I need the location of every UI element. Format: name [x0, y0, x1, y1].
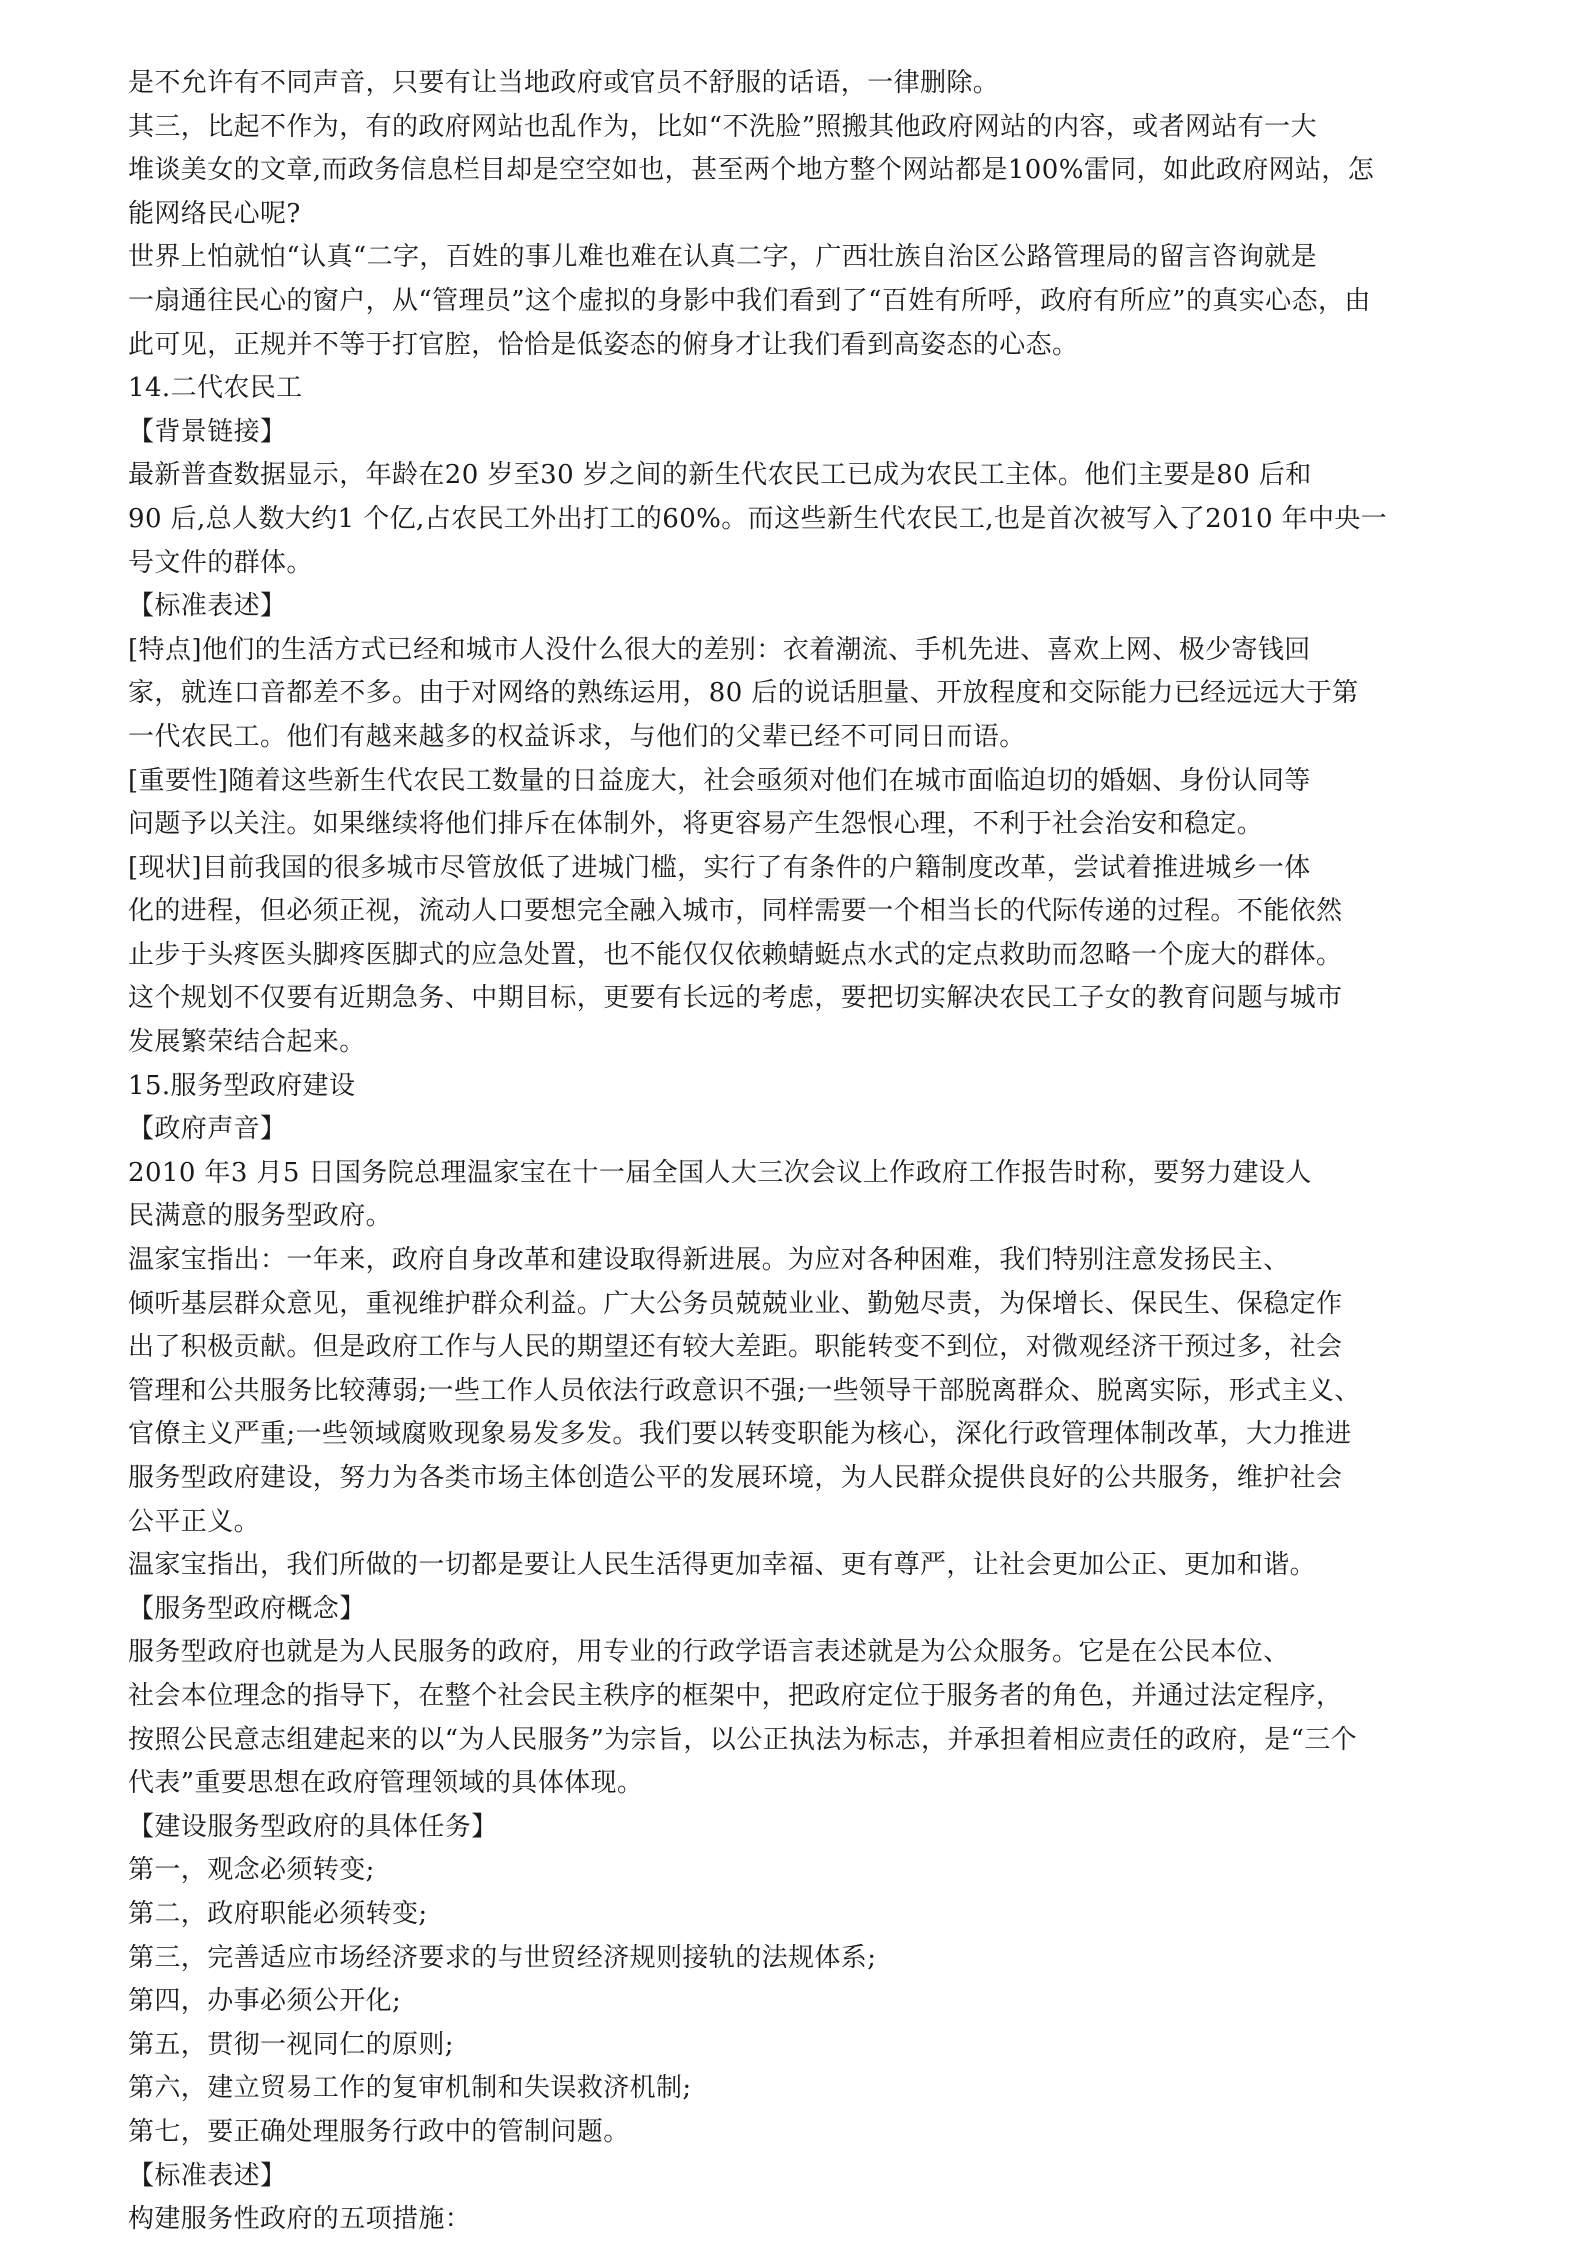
text-line: 90 后,总人数大约1 个亿,占农民工外出打工的60%。而这些新生代农民工,也是首次被写入了2010 年中央一: [128, 503, 1388, 534]
text-line: 公平正义。: [128, 1506, 261, 1537]
text-line: 出了积极贡献。但是政府工作与人民的期望还有较大差距。职能转变不到位，对微观经济干预过多，社会: [128, 1332, 1343, 1363]
text-line: 这个规划不仅要有近期急务、中期目标，更要有长远的考虑，要把切实解决农民工子女的教育问题与城市: [128, 983, 1343, 1014]
text-line: 【标准表述】: [128, 591, 287, 622]
text-line: 发展繁荣结合起来。: [128, 1027, 366, 1058]
text-line: 15.服务型政府建设: [128, 1070, 356, 1101]
text-line: 【建设服务型政府的具体任务】: [128, 1811, 498, 1842]
text-line: 号文件的群体。: [128, 547, 313, 578]
text-line: 问题予以关注。如果继续将他们排斥在体制外，将更容易产生怨恨心理，不利于社会治安和稳定。: [128, 809, 1264, 840]
text-line: 【政府声音】: [128, 1114, 287, 1145]
text-line: 第五，贯彻一视同仁的原则;: [128, 2029, 454, 2060]
text-line: 第七，要正确处理服务行政中的管制问题。: [128, 2116, 630, 2147]
text-line: 堆谈美女的文章,而政务信息栏目却是空空如也，甚至两个地方整个网站都是100%雷同，如此政府网站，怎: [128, 155, 1375, 186]
text-line: 官僚主义严重;一些领域腐败现象易发多发。我们要以转变职能为核心，深化行政管理体制改革，大力推进: [128, 1419, 1352, 1450]
text-line: 化的进程，但必须正视，流动人口要想完全融入城市，同样需要一个相当长的代际传递的过程。不能依然: [128, 896, 1343, 927]
text-line: 一扇通往民心的窗户，从“管理员”这个虚拟的身影中我们看到了“百姓有所呼，政府有所应”的真实心态，由: [128, 285, 1371, 316]
text-line: 民满意的服务型政府。: [128, 1201, 393, 1232]
text-line: 止步于头疼医头脚疼医脚式的应急处置，也不能仅仅依赖蜻蜓点水式的定点救助而忽略一个庞大的群体。: [128, 939, 1343, 970]
text-line: 【背景链接】: [128, 416, 287, 447]
text-line: 温家宝指出，我们所做的一切都是要让人民生活得更加幸福、更有尊严，让社会更加公正、更加和谐。: [128, 1550, 1317, 1581]
text-line: 管理和公共服务比较薄弱;一些工作人员依法行政意识不强;一些领导干部脱离群众、脱离实际，形式主义、: [128, 1375, 1361, 1406]
text-line: 服务型政府建设，努力为各类市场主体创造公平的发展环境，为人民群众提供良好的公共服务，维护社会: [128, 1463, 1343, 1493]
text-line: 社会本位理念的指导下，在整个社会民主秩序的框架中，把政府定位于服务者的角色，并通过法定程序，: [128, 1680, 1343, 1711]
text-line: [特点]他们的生活方式已经和城市人没什么很大的差别：衣着潮流、手机先进、喜欢上网、极少寄钱回: [128, 634, 1311, 665]
text-line: 【服务型政府概念】: [128, 1593, 366, 1624]
text-line: 温家宝指出：一年来，政府自身改革和建设取得新进展。为应对各种困难，我们特别注意发扬民主、: [128, 1245, 1290, 1276]
text-line: 第六，建立贸易工作的复审机制和失误救济机制;: [128, 2073, 692, 2104]
text-line: 家，就连口音都差不多。由于对网络的熟练运用，80 后的说话胆量、开放程度和交际能力已经远远大于第: [128, 678, 1359, 709]
text-line: 服务型政府也就是为人民服务的政府，用专业的行政学语言表述就是为公众服务。它是在公民本位、: [128, 1637, 1290, 1668]
text-line: 能网络民心呢?: [128, 198, 301, 229]
text-line: 世界上怕就怕“认真“二字，百姓的事儿难也难在认真二字，广西壮族自治区公路管理局的留言咨询就是: [128, 242, 1317, 273]
text-line: 14.二代农民工: [128, 373, 303, 404]
text-line: 【标准表述】: [128, 2160, 287, 2191]
text-line: 此可见，正规并不等于打官腔，恰恰是低姿态的俯身才让我们看到高姿态的心态。: [128, 329, 1079, 360]
text-line: 倾听基层群众意见，重视维护群众利益。广大公务员兢兢业业、勤勉尽责，为保增长、保民生、保稳定作: [128, 1288, 1343, 1319]
text-line: 一代农民工。他们有越来越多的权益诉求，与他们的父辈已经不可同日而语。: [128, 721, 1026, 752]
text-line: 代表”重要思想在政府管理领域的具体体现。: [128, 1768, 644, 1799]
text-line: 按照公民意志组建起来的以“为人民服务”为宗旨，以公正执法为标志，并承担着相应责任的政府，是“三个: [128, 1724, 1358, 1755]
text-line: 构建服务性政府的五项措施：: [128, 2204, 472, 2235]
text-line: 第三，完善适应市场经济要求的与世贸经济规则接轨的法规体系;: [128, 1942, 877, 1973]
text-line: 第四，办事必须公开化;: [128, 1986, 402, 2017]
document-page: [128, 62, 1458, 2242]
text-line: 第二，政府职能必须转变;: [128, 1898, 428, 1929]
text-line: 第一，观念必须转变;: [128, 1855, 375, 1886]
text-line: 是不允许有不同声音，只要有让当地政府或官员不舒服的话语，一律删除。: [128, 68, 1000, 98]
text-line: 2010 年3 月5 日国务院总理温家宝在十一届全国人大三次会议上作政府工作报告时称，要努力建设人: [128, 1157, 1312, 1188]
text-line: 最新普查数据显示，年龄在20 岁至30 岁之间的新生代农民工已成为农民工主体。他们主要是80 后和: [128, 460, 1312, 491]
text-line: [重要性]随着这些新生代农民工数量的日益庞大，社会亟须对他们在城市面临迫切的婚姻、身份认同等: [128, 765, 1311, 796]
text-line: 其三，比起不作为，有的政府网站也乱作为，比如“不洗脸”照搬其他政府网站的内容，或者网站有一大: [128, 111, 1317, 142]
text-line: [现状]目前我国的很多城市尽管放低了进城门槛，实行了有条件的户籍制度改革，尝试着推进城乡一体: [128, 852, 1311, 883]
